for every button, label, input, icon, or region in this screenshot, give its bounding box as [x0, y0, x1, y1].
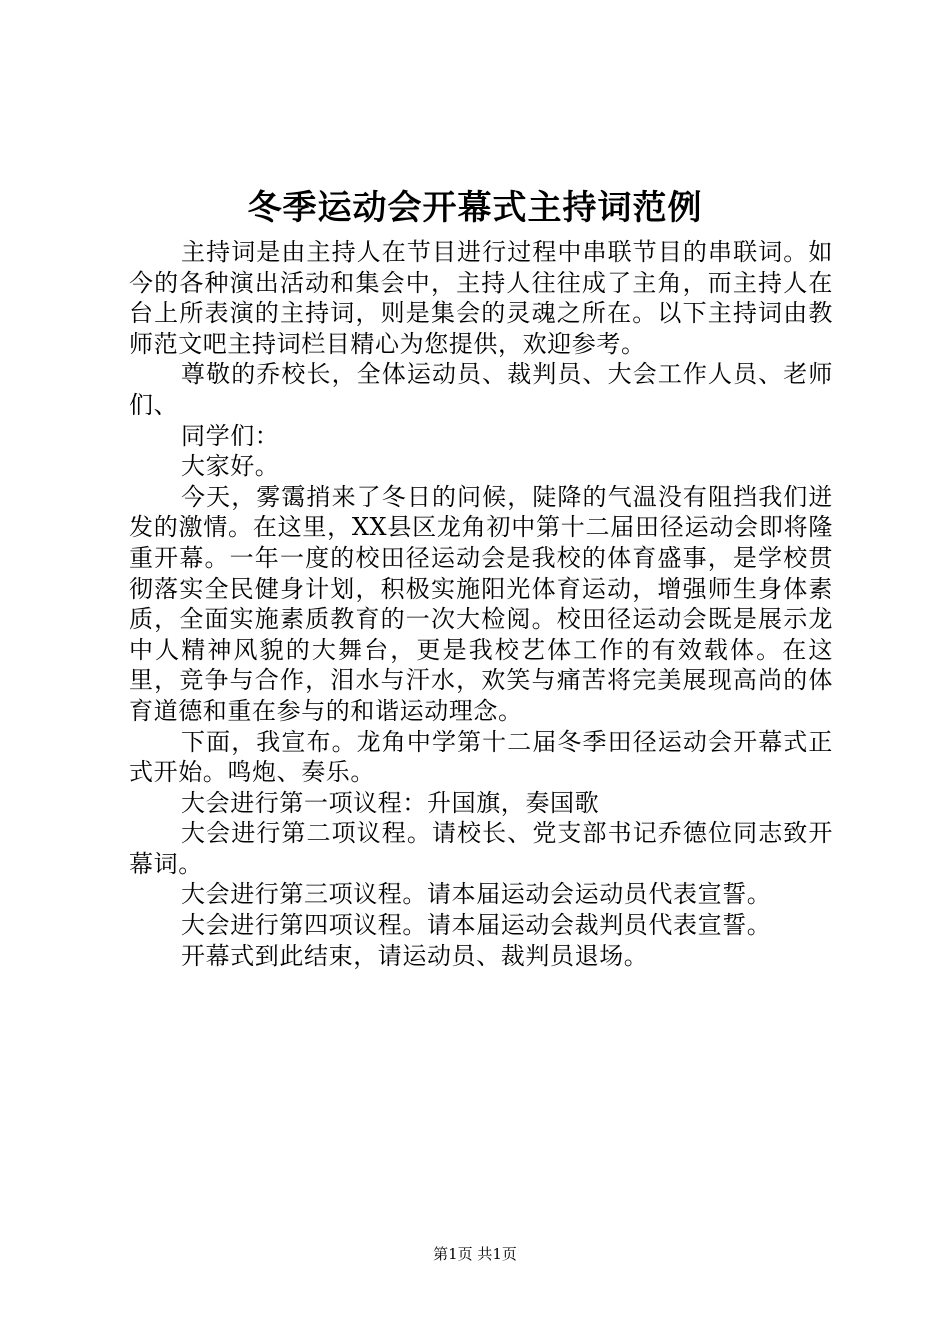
document-title: 冬季运动会开幕式主持词范例 [247, 188, 703, 228]
paragraph-intro: 主持词是由主持人在节目进行过程中串联节目的串联词。如今的各种演出活动和集会中，主持人往往成了主角，而主持人在台上所表演的主持词，则是集会的灵魂之所在。以下主持词由教师范文吧主持词栏目精心为您提供，欢迎参考。 [129, 238, 833, 358]
paragraph-agenda-4: 大会进行第四项议程。请本届运动会裁判员代表宣誓。 [181, 911, 772, 940]
document-body [129, 237, 833, 971]
paragraph-opening-speech: 今天，雾霭捎来了冬日的问候，陡降的气温没有阻挡我们迸发的激情。在这里，XX县区龙角初中第十二届田径运动会即将隆重开幕。一年一度的校田径运动会是我校的体育盛事，是学校贯彻落实全民健身计划，积极实施阳光体育运动，增强师生身体素质，全面实施素质教育的一次大检阅。校田径运动会既是展示龙中人精神风貌的大舞台，更是我校艺体工作的有效载体。在这里，竞争与合作，泪水与汗水，欢笑与痛苦将完美展现高尚的体育道德和重在参与的和谐运动理念。 [129, 482, 833, 725]
paragraph-announcement: 下面，我宣布。龙角中学第十二届冬季田径运动会开幕式正式开始。鸣炮、奏乐。 [129, 727, 833, 787]
paragraph-greeting: 大家好。 [181, 452, 280, 481]
paragraph-agenda-1: 大会进行第一项议程：升国旗，奏国歌 [181, 788, 600, 817]
paragraph-salutation: 尊敬的乔校长，全体运动员、裁判员、大会工作人员、老师们、 [129, 360, 833, 419]
paragraph-agenda-3: 大会进行第三项议程。请本届运动会运动员代表宣誓。 [181, 880, 772, 909]
paragraph-agenda-2: 大会进行第二项议程。请校长、党支部书记乔德位同志致开幕词。 [129, 819, 833, 878]
paragraph-salutation-students: 同学们： [181, 421, 280, 450]
page-number-footer: 第1页 共1页 [433, 1245, 517, 1263]
paragraph-closing: 开幕式到此结束，请运动员、裁判员退场。 [181, 941, 649, 970]
